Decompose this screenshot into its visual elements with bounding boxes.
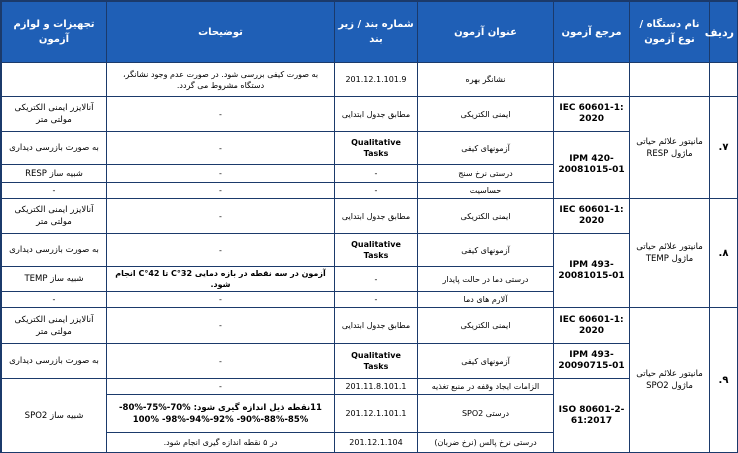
reference-cell: IEC 60601-1: 2020	[554, 199, 630, 234]
test-table	[1, 1, 738, 453]
description-cell: -	[107, 234, 335, 267]
title-cell: درستی نرخ پالس (نرخ ضربان)	[418, 433, 554, 453]
clause-cell: -	[335, 267, 418, 292]
equipment-cell: شبیه ساز TEMP	[2, 267, 107, 292]
title-cell: ایمنی الکتریکی	[418, 97, 554, 132]
table-row	[2, 97, 738, 132]
title-cell: نشانگر بهره	[418, 63, 554, 97]
title-cell: درستی دما در حالت پایدار	[418, 267, 554, 292]
description-cell: -	[107, 308, 335, 344]
clause-cell: 201.12.1.101.1	[335, 395, 418, 433]
title-cell: آزمونهای کیفی	[418, 344, 554, 379]
clause-cell: Qualitative Tasks	[335, 234, 418, 267]
header-title: عنوان آزمون	[418, 2, 554, 63]
equipment-cell: -	[2, 183, 107, 199]
equipment-cell: شبیه ساز RESP	[2, 165, 107, 183]
description-cell: به صورت کیفی بررسی شود. در صورت عدم وجود نشانگر، دستگاه مشروط می گردد.	[107, 63, 335, 97]
row-number-cell: ۷.	[710, 97, 738, 199]
equipment-cell: به صورت بازرسی دیداری	[2, 344, 107, 379]
equipment-cell: آنالایزر ایمنی الکتریکی مولتی متر	[2, 97, 107, 132]
title-cell: حساسیت	[418, 183, 554, 199]
header-clause: شماره بند / زیر بند	[335, 2, 418, 63]
reference-cell: ISO 80601-2-61:2017	[554, 379, 630, 453]
header-description: توضیحات	[107, 2, 335, 63]
description-cell: -	[107, 97, 335, 132]
reference-cell	[554, 63, 630, 97]
equipment-cell: شبیه ساز SPO2	[2, 379, 107, 453]
row-number-cell	[710, 63, 738, 97]
table-row	[2, 132, 738, 165]
header-reference: مرجع آزمون	[554, 2, 630, 63]
clause-cell: Qualitative Tasks	[335, 132, 418, 165]
reference-cell: IEC 60601-1: 2020	[554, 97, 630, 132]
description-cell: -	[107, 344, 335, 379]
equipment-cell	[2, 63, 107, 97]
clause-cell: مطابق جدول ابتدایی	[335, 199, 418, 234]
reference-cell: IPM 493-20081015-01	[554, 234, 630, 308]
description-cell: -	[107, 132, 335, 165]
title-cell: درستی SPO2	[418, 395, 554, 433]
title-cell: ایمنی الکتریکی	[418, 308, 554, 344]
clause-cell: -	[335, 165, 418, 183]
reference-cell: IEC 60601-1: 2020	[554, 308, 630, 344]
description-cell: -	[107, 165, 335, 183]
row-number-cell: ۸.	[710, 199, 738, 308]
description-cell: در ۵ نقطه اندازه گیری انجام شود.	[107, 433, 335, 453]
clause-cell: Qualitative Tasks	[335, 344, 418, 379]
table-row	[2, 63, 738, 97]
description-cell: -	[107, 292, 335, 308]
table-row	[2, 234, 738, 267]
device-cell	[630, 63, 710, 97]
table-row	[2, 308, 738, 344]
equipment-cell: -	[2, 292, 107, 308]
equipment-cell: آنالایزر ایمنی الکتریکی مولتی متر	[2, 308, 107, 344]
description-cell: -	[107, 379, 335, 395]
device-cell: مانیتور علائم حیاتی ماژول SPO2	[630, 308, 710, 453]
equipment-cell: آنالایزر ایمنی الکتریکی مولتی متر	[2, 199, 107, 234]
device-cell: مانیتور علائم حیاتی ماژول RESP	[630, 97, 710, 199]
description-cell: -	[107, 183, 335, 199]
title-cell: آزمونهای کیفی	[418, 132, 554, 165]
clause-cell: 201.11.8.101.1	[335, 379, 418, 395]
reference-cell: IPM 493-20090715-01	[554, 344, 630, 379]
device-cell: مانیتور علائم حیاتی ماژول TEMP	[630, 199, 710, 308]
title-cell: آزمونهای کیفی	[418, 234, 554, 267]
header-row-no: ردیف	[710, 2, 738, 63]
title-cell: الزامات ایجاد وقفه در منبع تغذیه	[418, 379, 554, 395]
description-cell: آزمون در سه نقطه در بازه دمایی 32°C تا 42°C انجام شود.	[107, 267, 335, 292]
clause-cell: 201.12.1.104	[335, 433, 418, 453]
equipment-cell: به صورت بازرسی دیداری	[2, 234, 107, 267]
clause-cell: -	[335, 292, 418, 308]
row-number-cell: ۹.	[710, 308, 738, 453]
table-row	[2, 379, 738, 395]
clause-cell: مطابق جدول ابتدایی	[335, 308, 418, 344]
reference-cell: IPM 420-20081015-01	[554, 132, 630, 199]
equipment-cell: به صورت بازرسی دیداری	[2, 132, 107, 165]
description-cell: 11نقطه ذیل اندازه گیری شود: %70-%75-%80-%85-%88-%90- %92-%94-%98- %100	[107, 395, 335, 433]
clause-cell: مطابق جدول ابتدایی	[335, 97, 418, 132]
description-cell: -	[107, 199, 335, 234]
header-equipment: تجهیزات و لوازم آزمون	[2, 2, 107, 63]
clause-cell: -	[335, 183, 418, 199]
clause-cell: 201.12.1.101.9	[335, 63, 418, 97]
title-cell: درستی نرخ سنج	[418, 165, 554, 183]
title-cell: آلارم های دما	[418, 292, 554, 308]
header-row	[2, 2, 738, 63]
header-device: نام دستگاه / نوع آزمون	[630, 2, 710, 63]
table-row	[2, 344, 738, 379]
title-cell: ایمنی الکتریکی	[418, 199, 554, 234]
table-row	[2, 199, 738, 234]
